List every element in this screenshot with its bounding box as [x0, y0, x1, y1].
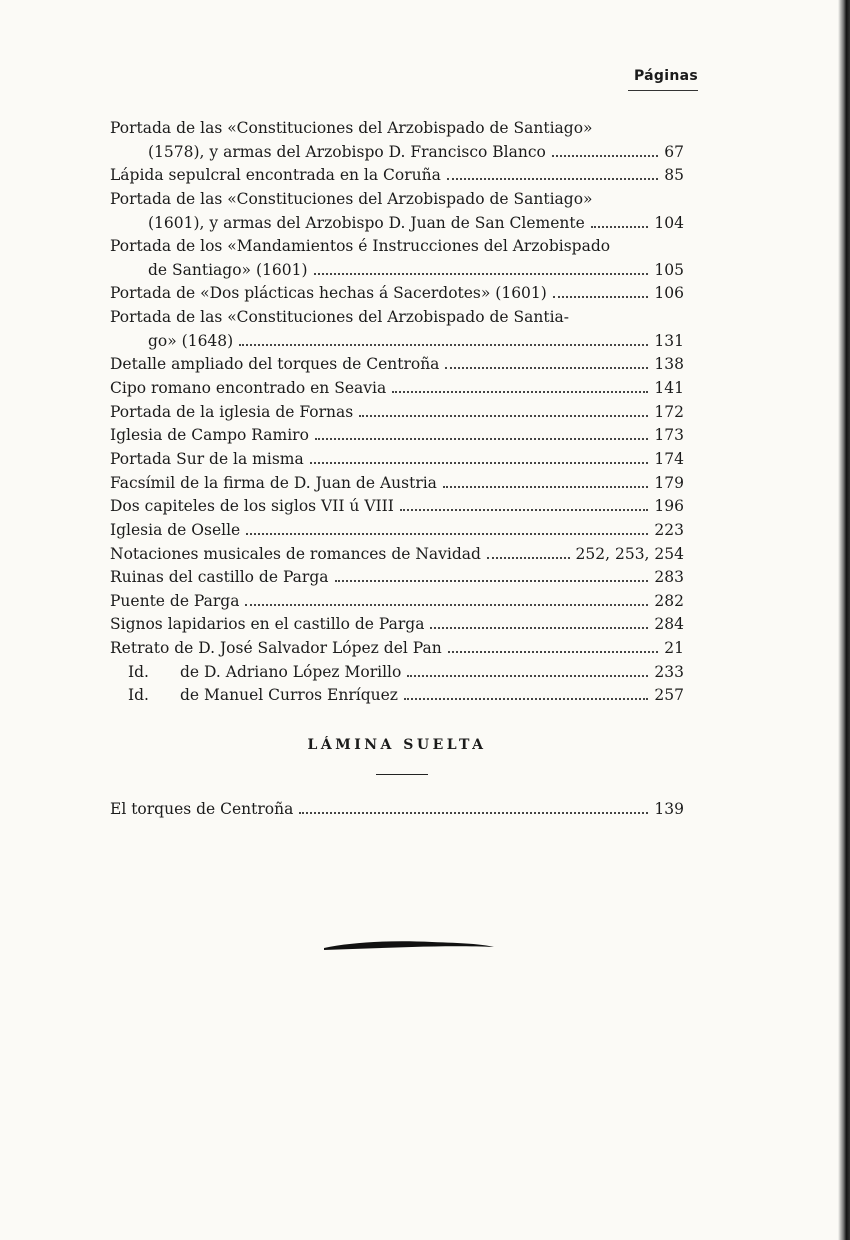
dot-leader: [487, 557, 570, 559]
entry-page: 85: [664, 166, 684, 185]
heading-rule: [376, 774, 428, 775]
dot-leader: [445, 367, 648, 369]
dot-leader: [335, 580, 649, 582]
entry-title: Cipo romano encontrado en Seavia: [110, 379, 387, 398]
dot-leader: [553, 296, 649, 298]
dot-leader: [591, 226, 649, 228]
dot-leader: [404, 698, 648, 700]
page-edge-shadow: [838, 0, 850, 1240]
list-item: [110, 613, 684, 637]
list-item: [110, 519, 684, 543]
entry-page: 282: [654, 591, 684, 610]
illustrations-list: [110, 117, 684, 708]
dot-leader: [448, 651, 659, 653]
dot-leader: [239, 344, 648, 346]
entry-page: 105: [654, 260, 684, 279]
entry-page: 173: [654, 426, 684, 445]
entry-page: 223: [654, 520, 684, 539]
list-item: [110, 164, 684, 188]
list-item: [110, 117, 684, 141]
entry-title: go» (1648): [148, 331, 234, 350]
entry-title: Notaciones musicales de romances de Navidad: [110, 544, 481, 563]
list-item: [110, 353, 684, 377]
dot-leader: [407, 675, 648, 677]
entry-page: 104: [654, 213, 684, 232]
header-underline: [628, 90, 698, 91]
list-item: [110, 401, 684, 425]
dot-leader: [315, 438, 648, 440]
dot-leader: [430, 627, 648, 629]
entry-page: 196: [654, 497, 684, 516]
plate-entry: [110, 798, 684, 822]
entry-title: Detalle ampliado del torques de Centroña: [110, 355, 440, 374]
list-item: [110, 543, 684, 567]
dot-leader: [359, 415, 648, 417]
entry-page: 67: [664, 142, 684, 161]
entry-title: Facsímil de la firma de D. Juan de Austria: [110, 473, 437, 492]
list-item: [110, 637, 684, 661]
entry-page: 284: [654, 615, 684, 634]
list-item: [110, 566, 684, 590]
list-item: [110, 495, 684, 519]
dot-leader: [314, 273, 649, 275]
entry-title: Iglesia de Oselle: [110, 520, 241, 539]
loose-plate-heading: LÁMINA SUELTA: [307, 737, 487, 753]
list-item: [110, 259, 684, 283]
entry-title: Signos lapidarios en el castillo de Parga: [110, 615, 425, 634]
pages-column-header: Páginas: [634, 68, 698, 84]
list-item: [110, 282, 684, 306]
dot-leader: [310, 462, 649, 464]
entry-title: Iglesia de Campo Ramiro: [110, 426, 309, 445]
list-item: [110, 424, 684, 448]
entry-page: 139: [654, 800, 684, 818]
dot-leader: [299, 812, 648, 814]
entry-title: Portada de la iglesia de Fornas: [110, 402, 354, 421]
dot-leader: [245, 604, 648, 606]
entry-page: 233: [654, 662, 684, 681]
entry-page: 179: [654, 473, 684, 492]
entry-ditto: Id.: [128, 686, 149, 705]
entry-title: El torques de Centroña: [110, 800, 294, 818]
entry-page: 106: [654, 284, 684, 303]
list-item: [110, 235, 684, 259]
entry-title: Retrato de D. José Salvador López del Pan: [110, 639, 442, 658]
entry-title: Portada de las «Constituciones del Arzobispado de Santia-: [110, 308, 570, 327]
entry-title: Ruinas del castillo de Parga: [110, 568, 329, 587]
entry-page: 252, 253, 254: [575, 544, 684, 563]
list-item: [110, 448, 684, 472]
entry-page: 283: [654, 568, 684, 587]
list-item: [110, 188, 684, 212]
list-item: [110, 141, 684, 165]
entry-page: 172: [654, 402, 684, 421]
entry-page: 141: [654, 379, 684, 398]
entry-page: 138: [654, 355, 684, 374]
list-item: [110, 472, 684, 496]
entry-title: Puente de Parga: [110, 591, 240, 610]
entry-title: Portada de las «Constituciones del Arzobispado de Santiago»: [110, 119, 593, 137]
list-item: [110, 377, 684, 401]
entry-title: de Manuel Curros Enríquez: [180, 686, 398, 705]
dot-leader: [400, 509, 649, 511]
list-item: [110, 661, 684, 685]
entry-page: 257: [654, 686, 684, 705]
entry-title: Portada de «Dos plácticas hechas á Sacerdotes» (1601): [110, 284, 547, 303]
entry-ditto: Id.: [128, 662, 149, 681]
list-item: [110, 684, 684, 708]
dot-leader: [246, 533, 648, 535]
entry-title: Dos capiteles de los siglos VII ú VIII: [110, 497, 394, 516]
list-item: [110, 212, 684, 236]
entry-title: Lápida sepulcral encontrada en la Coruña: [110, 166, 441, 185]
list-item: [110, 330, 684, 354]
entry-page: 21: [664, 639, 684, 658]
list-item: [110, 306, 684, 330]
entry-page: 174: [654, 449, 684, 468]
entry-title: de Santiago» (1601): [148, 260, 308, 279]
list-item: [110, 590, 684, 614]
entry-title: (1578), y armas del Arzobispo D. Francisco Blanco: [148, 142, 546, 161]
ornament-swash: [322, 936, 498, 956]
entry-title: Portada de las «Constituciones del Arzobispado de Santiago»: [110, 189, 593, 208]
dot-leader: [447, 178, 658, 180]
dot-leader: [443, 486, 648, 488]
entry-title: (1601), y armas del Arzobispo D. Juan de San Clemente: [148, 213, 585, 232]
dot-leader: [392, 391, 648, 393]
entry-title: Portada de los «Mandamientos é Instrucciones del Arzobispado: [110, 237, 611, 256]
dot-leader: [552, 155, 658, 157]
entry-title: Portada Sur de la misma: [110, 449, 304, 468]
entry-title: de D. Adriano López Morillo: [180, 662, 402, 681]
entry-page: 131: [654, 331, 684, 350]
